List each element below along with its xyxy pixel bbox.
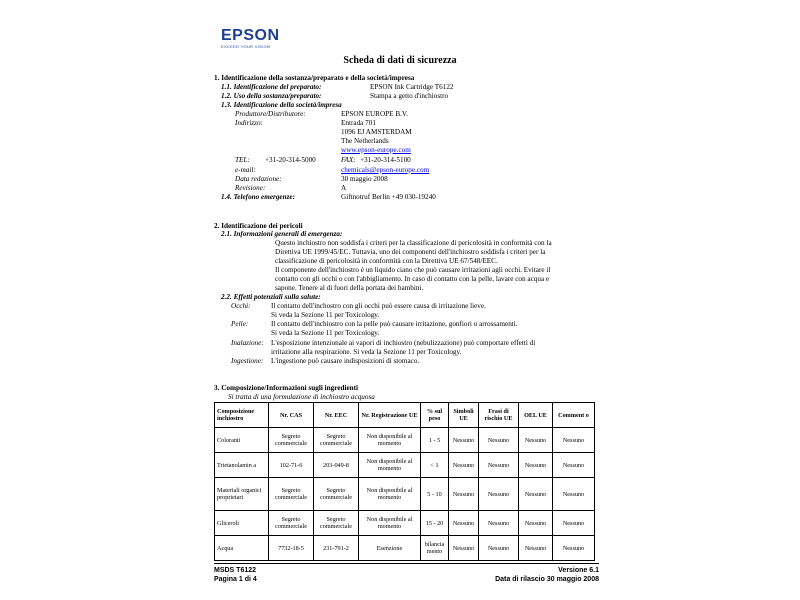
eyes-label: Occhi: bbox=[231, 302, 251, 310]
table-cell: Acqua bbox=[215, 536, 269, 561]
date-label: Data redazione: bbox=[235, 175, 282, 183]
producer-label: Produttore/Distributore: bbox=[235, 110, 306, 118]
table-header: Nr. EEC bbox=[314, 403, 359, 428]
ingestion-line-1: L'ingestione può causare indisposizioni di stomaco. bbox=[271, 357, 420, 365]
table-cell: Nessuno bbox=[519, 453, 553, 478]
eyes-line-1: Il contatto dell'inchostro con gli occhi può essere causa di irritazione lieve. bbox=[271, 302, 486, 310]
skin-label: Pelle: bbox=[231, 320, 249, 328]
para-2-1-line-6: sapone. Tenere al di fuori della portata dei bambini. bbox=[275, 284, 424, 292]
table-cell: Nessuno bbox=[553, 428, 595, 453]
para-2-1-line-5: contatto con gli occhi o con l'abbigliamento. In caso di contatto con la pelle, lavare con acqua e bbox=[275, 275, 550, 283]
eyes-line-2: Si veda la Sezione 11 per Toxicology. bbox=[271, 311, 380, 319]
epson-logo bbox=[221, 28, 280, 49]
document-title: Scheda di dati di sicurezza bbox=[343, 55, 457, 66]
table-header: OEL UE bbox=[519, 403, 553, 428]
table-cell: Nessuno bbox=[479, 536, 519, 561]
table-cell: Segreto commerciale bbox=[314, 428, 359, 453]
table-cell: Nessuno bbox=[519, 428, 553, 453]
table-cell: Nessuno bbox=[449, 428, 479, 453]
tel-label: TEL: bbox=[235, 156, 250, 164]
table-cell: Nessuno bbox=[449, 478, 479, 511]
producer-value: EPSON EUROPE B.V. bbox=[341, 110, 408, 118]
footer-divider bbox=[214, 563, 599, 564]
table-cell: Segreto commerciale bbox=[269, 428, 314, 453]
revision-value: A bbox=[341, 184, 347, 192]
value-1-1: EPSON Ink Cartridge T6122 bbox=[370, 83, 454, 91]
email-label: e-mail: bbox=[235, 166, 256, 174]
table-header: % sul peso bbox=[421, 403, 449, 428]
label-1-3: 1.3. Identificazione della società/impresa bbox=[221, 101, 342, 109]
table-row bbox=[215, 428, 595, 453]
table-cell: Non disponibile al momento bbox=[359, 453, 421, 478]
composition-table bbox=[214, 402, 595, 561]
section-3-heading: 3. Composizione/Informazioni sugli ingredienti bbox=[214, 384, 359, 392]
address-line-3: The Netherlands bbox=[341, 137, 389, 145]
table-header: Comment o bbox=[553, 403, 595, 428]
table-header: Frasi di rischio UE bbox=[479, 403, 519, 428]
label-2-1: 2.1. Informazioni generali di emergenza: bbox=[221, 230, 343, 238]
table-cell: 5 - 10 bbox=[421, 478, 449, 511]
table-cell: Non disponibile al momento bbox=[359, 478, 421, 511]
inhalation-line-1: L'esposizione intenzionale ai vapori di inchiostro (nebulizzazione) può comportare effetti di bbox=[271, 339, 536, 347]
table-cell: Segreto commerciale bbox=[314, 511, 359, 536]
table-cell: 203-049-8 bbox=[314, 453, 359, 478]
tel-value: +31-20-314-5000 bbox=[265, 156, 316, 164]
table-header-row bbox=[215, 403, 595, 428]
ingestion-label: Ingestione: bbox=[231, 357, 264, 365]
skin-line-2: Si veda la Sezione 11 per Toxicology. bbox=[271, 329, 380, 337]
footer-doc-code: MSDS T6122 bbox=[214, 567, 257, 574]
table-cell: Nessuno bbox=[553, 511, 595, 536]
table-cell: Nessuno bbox=[449, 453, 479, 478]
table-cell: Nessuno bbox=[553, 453, 595, 478]
table-header: Nr. CAS bbox=[269, 403, 314, 428]
logo-tagline: EXCEED YOUR VISION bbox=[221, 44, 271, 49]
table-cell: 1 - 5 bbox=[421, 428, 449, 453]
section-2-heading: 2. Identificazione dei pericoli bbox=[214, 222, 303, 230]
table-header: Composizione inchiostro bbox=[215, 403, 269, 428]
table-row bbox=[215, 453, 595, 478]
table-cell: Segreto commerciale bbox=[314, 478, 359, 511]
label-1-1: 1.1. Identificazione del preparato: bbox=[221, 83, 322, 91]
table-header: Simboli UE bbox=[449, 403, 479, 428]
label-1-2: 1.2. Uso della sostanza/preparato: bbox=[221, 92, 322, 100]
fax-value: +31-20-314-5100 bbox=[360, 156, 411, 164]
table-cell: Nessuno bbox=[519, 536, 553, 561]
inhalation-line-2: irritazione alla respirazione. Si veda la Sezione 11 per Toxicology. bbox=[271, 348, 462, 356]
table-cell: Nessuno bbox=[553, 478, 595, 511]
table-cell: Nessuno bbox=[479, 478, 519, 511]
table-cell: Nessuno bbox=[479, 428, 519, 453]
footer-release-date: Data di rilascio 30 maggio 2008 bbox=[495, 576, 599, 583]
date-value: 30 maggio 2008 bbox=[341, 175, 388, 183]
table-cell: Nessuno bbox=[519, 511, 553, 536]
table-cell: Non disponibile al momento bbox=[359, 511, 421, 536]
table-cell: 15 - 20 bbox=[421, 511, 449, 536]
table-cell: Segreto commerciale bbox=[269, 478, 314, 511]
table-cell: Non disponibile al momento bbox=[359, 428, 421, 453]
section-3-subtitle: Si tratta di una formulazione di inchiostro acquosa bbox=[228, 393, 375, 401]
table-cell: 102-71-6 bbox=[269, 453, 314, 478]
address-line-2: 1096 EJ AMSTERDAM bbox=[341, 128, 412, 136]
para-2-1-line-4: Il componente dell'inchiostro è un liquido ciano che può causare irritazioni agli occhi. Evitare il bbox=[275, 266, 551, 274]
label-2-2: 2.2. Effetti potenziali sulla salute: bbox=[221, 293, 321, 301]
table-cell: Nessuno bbox=[479, 453, 519, 478]
table-row bbox=[215, 511, 595, 536]
revision-label: Revisione: bbox=[235, 184, 266, 192]
para-2-1-line-2: Direttiva UE 1999/45/EC. Tuttavia, uno dei componenti dell'inchiostro soddisfa i criteri per la bbox=[275, 248, 546, 256]
footer-page-number: Pagina 1 di 4 bbox=[214, 576, 257, 583]
para-2-1-line-3: classificazione di pericolosità in conformità con la Direttiva UE 67/548/EEC. bbox=[275, 257, 498, 265]
address-line-1: Entrada 701 bbox=[341, 119, 376, 127]
section-1-heading: 1. Identificazione della sostanza/preparato e della società/impresa bbox=[214, 74, 415, 82]
para-2-1-line-1: Questo inchiostro non soddisfa i criteri per la classificazione di pericolosità in conformità con la bbox=[275, 239, 552, 247]
table-cell: Nessuno bbox=[553, 536, 595, 561]
value-1-2: Stampa a getto d'inchiostro bbox=[370, 92, 449, 100]
value-1-4: Giftnotruf Berlin +49 030-19240 bbox=[341, 193, 436, 201]
table-cell: Nessuno bbox=[479, 511, 519, 536]
label-1-4: 1.4. Telefono emergenze: bbox=[221, 193, 295, 201]
table-cell: 231-791-2 bbox=[314, 536, 359, 561]
table-cell: Nessuno bbox=[519, 478, 553, 511]
table-header: Nr. Registrazione UE bbox=[359, 403, 421, 428]
website-link[interactable]: www.epson-europe.com bbox=[341, 146, 411, 154]
table-cell: 7732-18-5 bbox=[269, 536, 314, 561]
table-row bbox=[215, 536, 595, 561]
inhalation-label: Inalazione: bbox=[231, 339, 264, 347]
table-cell: Nessuno bbox=[449, 511, 479, 536]
table-cell: < 1 bbox=[421, 453, 449, 478]
table-cell: Gliceroli bbox=[215, 511, 269, 536]
table-cell: Materiali organici proprietari bbox=[215, 478, 269, 511]
footer-version: Versione 6.1 bbox=[558, 567, 599, 574]
table-cell: bilancia mento bbox=[421, 536, 449, 561]
email-link[interactable]: chemicals@epson-europe.com bbox=[341, 166, 430, 174]
address-label: Indirizzo: bbox=[235, 119, 263, 127]
table-row bbox=[215, 478, 595, 511]
table-cell: Nessuno bbox=[449, 536, 479, 561]
logo-wordmark: EPSON bbox=[221, 27, 280, 44]
table-cell: Coloranti bbox=[215, 428, 269, 453]
fax-label: FAX: bbox=[341, 156, 356, 164]
skin-line-1: Il contatto dell'inchiostro con la pelle può causare irritazione, gonfiori o arrossamenti. bbox=[271, 320, 518, 328]
table-cell: Esenzione bbox=[359, 536, 421, 561]
table-cell: Segreto commerciale bbox=[269, 511, 314, 536]
table-cell: Trietanolamin a bbox=[215, 453, 269, 478]
